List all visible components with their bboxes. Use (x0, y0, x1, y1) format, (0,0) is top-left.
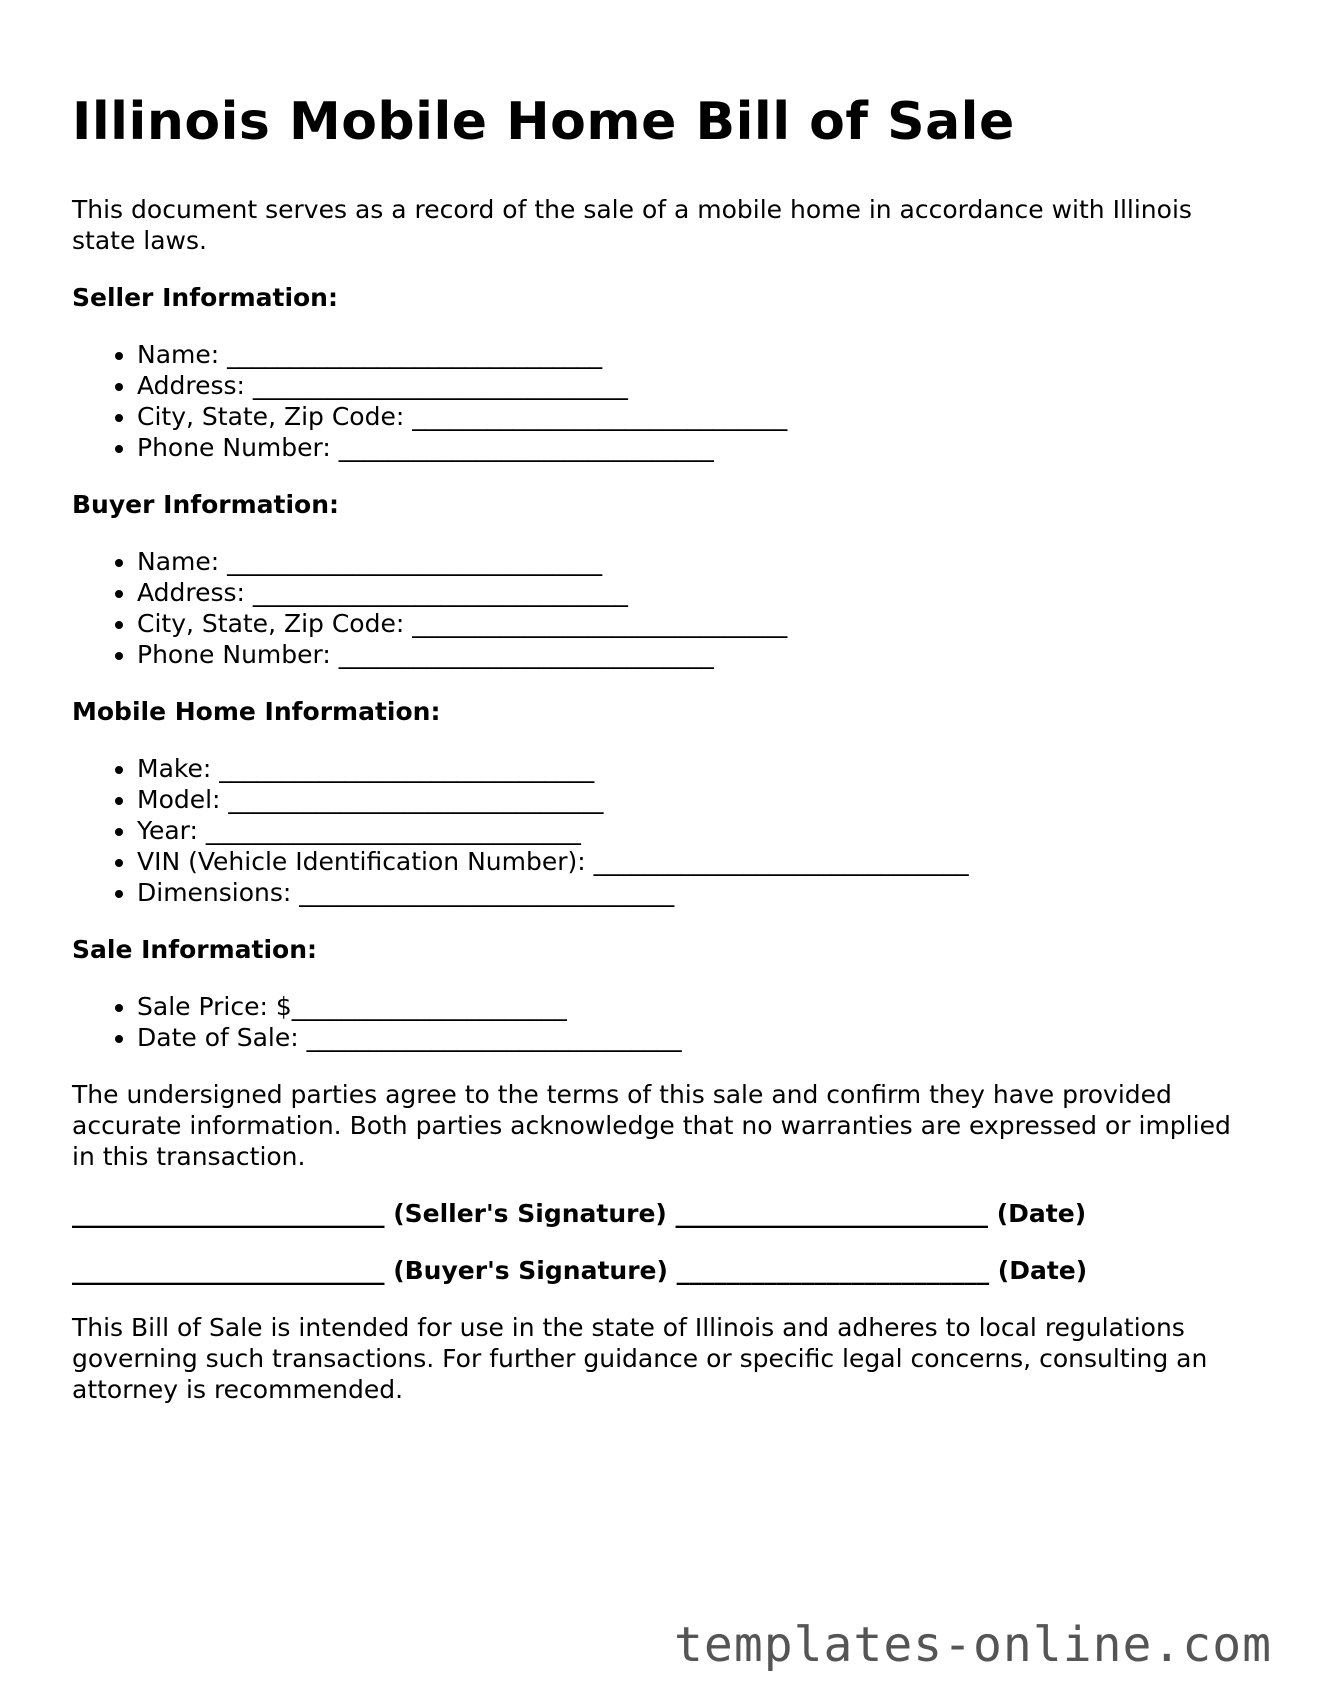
seller-signature-line: _________________________ (Seller's Signature) _________________________ (Date) (72, 1199, 1087, 1228)
vin-field: • VIN (Vehicle Identification Number): ______________________________ (137, 846, 1252, 877)
sale-heading: Sale Information: (72, 935, 317, 964)
model-field: • Model: ______________________________ (137, 784, 1252, 815)
sale-price-field: • Sale Price: $______________________ (137, 991, 1252, 1022)
disclaimer-paragraph: This Bill of Sale is intended for use in the state of Illinois and adheres to local regulations governing such transactions. For further guidance or specific legal concerns, consulting an attorney is recommended. (72, 1313, 1208, 1404)
document-page (72, 84, 1252, 1405)
seller-city-state-zip-field: • City, State, Zip Code: ______________________________ (137, 401, 1252, 432)
date-of-sale-field: • Date of Sale: ______________________________ (137, 1022, 1252, 1053)
seller-address-field: • Address: ______________________________ (137, 370, 1252, 401)
buyer-field-list (72, 546, 1252, 670)
intro-paragraph: This document serves as a record of the sale of a mobile home in accordance with Illinois state laws. (72, 195, 1192, 255)
seller-field-list (72, 339, 1252, 463)
seller-heading: Seller Information: (72, 283, 338, 312)
buyer-phone-field: • Phone Number: ______________________________ (137, 639, 1252, 670)
buyer-address-field: • Address: ______________________________ (137, 577, 1252, 608)
mobile-home-heading: Mobile Home Information: (72, 697, 441, 726)
make-field: • Make: ______________________________ (137, 753, 1252, 784)
buyer-signature-line: _________________________ (Buyer's Signature) _________________________ (Date) (72, 1256, 1088, 1285)
mobile-home-field-list (72, 753, 1252, 908)
seller-name-field: • Name: ______________________________ (137, 339, 1252, 370)
agreement-paragraph: The undersigned parties agree to the terms of this sale and confirm they have provided accurate information. Both parties acknowledge that no warranties are expressed or implied in this transaction. (72, 1080, 1231, 1171)
sale-field-list (72, 991, 1252, 1053)
year-field: • Year: ______________________________ (137, 815, 1252, 846)
buyer-city-state-zip-field: • City, State, Zip Code: ______________________________ (137, 608, 1252, 639)
seller-phone-field: • Phone Number: ______________________________ (137, 432, 1252, 463)
page-title: Illinois Mobile Home Bill of Sale (72, 92, 1015, 152)
buyer-name-field: • Name: ______________________________ (137, 546, 1252, 577)
buyer-heading: Buyer Information: (72, 490, 340, 519)
dimensions-field: • Dimensions: ______________________________ (137, 877, 1252, 908)
watermark: templates-online.com (674, 1617, 1272, 1673)
